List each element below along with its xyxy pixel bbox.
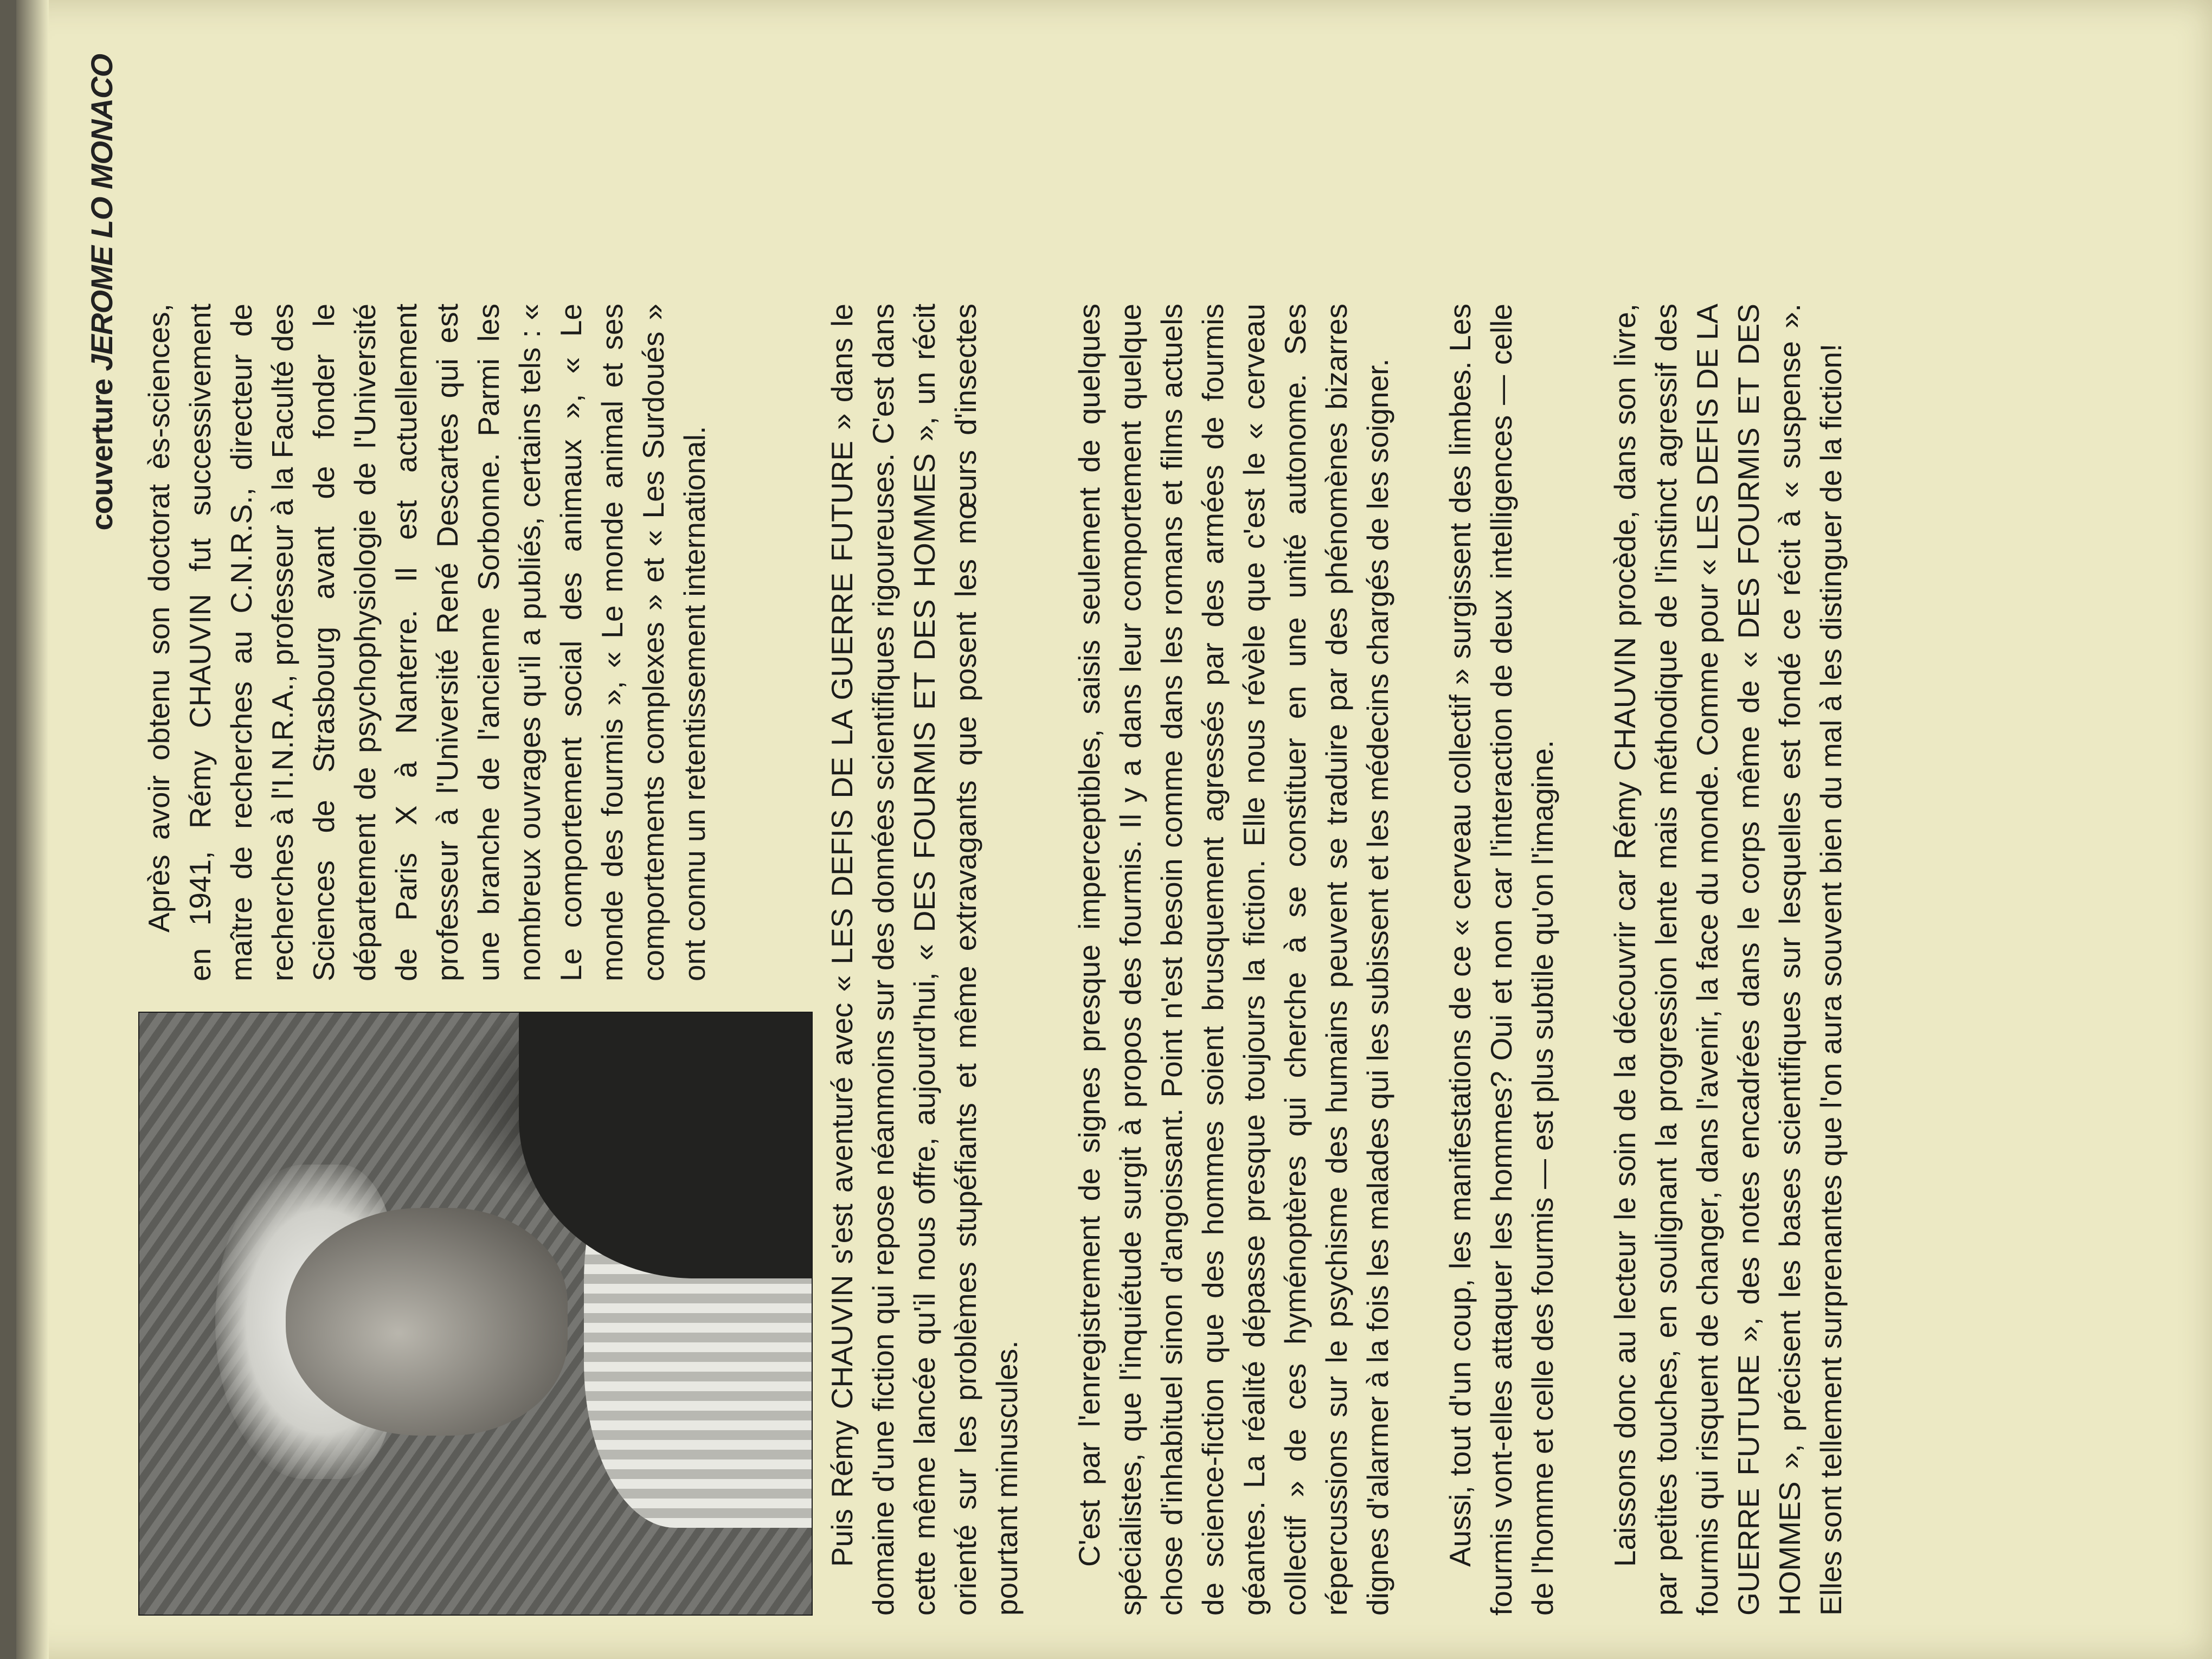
author-portrait-photo	[138, 1012, 813, 1616]
credit-prefix: couverture	[85, 379, 119, 531]
credit-artist: JEROME LO MONACO	[85, 54, 119, 371]
body-paragraph-1: Puis Rémy CHAUVIN s'est aventuré avec « LES DEFIS DE LA GUERRE FUTURE » dans le domaine d'une fiction qui repose néanmoins sur des données scientifiques rigoureuses. C'est dans cette même lancée qu'il nous offre, aujourd'hui, « DES FOURMIS ET DES HOMMES », un récit orienté sur les problèmes stupéfiants et même extravagants que posent les mœurs d'insectes pourtant minuscules.	[825, 304, 1024, 1616]
body-paragraph-2: C'est par l'enregistrement de signes presque imperceptibles, saisis seulement de quelques spécialistes, que l'inquiétude surgit à propos des fourmis. Il y a dans leur comportement quelque chose d'inhabituel sinon d'angoissant. Point n'est besoin comme dans les romans et films actuels de science-fiction que des hommes soient brusquement agressés par des armées de fourmis géantes. La réalité dépasse presque toujours la fiction. Elle nous révèle que c'est le « cerveau collectif » de ces hyménoptères qui cherche à se constituer en une unité autonome. Ses répercussions sur le psychisme des humains peuvent se traduire par des phénomènes bizarres dignes d'alarmer à la fois les malades qui les subissent et les médecins chargés de les soigner.	[1072, 304, 1394, 1616]
body-text	[821, 304, 1893, 1616]
cover-credit	[84, 54, 119, 530]
intro-column	[138, 304, 756, 981]
body-paragraph-3: Aussi, tout d'un coup, les manifestations de ce « cerveau collectif » surgissent des limbes. Les fourmis vont-elles attaquer les hommes? Oui et non car l'interaction de deux intelligences — celle de l'homme et celle des fourmis — est plus subtile qu'on l'imagine.	[1443, 304, 1559, 1616]
intro-paragraph: Après avoir obtenu son doctorat ès-sciences, en 1941, Rémy CHAUVIN fut successivement maître de recherches au C.N.R.S., directeur de recherches à l'I.N.R.A., professeur à la Faculté des Sciences de Strasbourg avant de fonder le département de psychophysiologie de l'Université de Paris X à Nanterre. Il est actuellement professeur à l'Université René Descartes qui est une branche de l'ancienne Sorbonne. Parmi les nombreux ouvrages qu'il a publiés, certains tels : « Le comportement social des animaux », « Le monde des fourmis », « Le monde animal et ses comportements complexes » et « Les Surdoués » ont connu un retentissement international.	[142, 304, 711, 981]
body-paragraph-4: Laissons donc au lecteur le soin de la découvrir car Rémy CHAUVIN procède, dans son livre, par petites touches, en soulignant la progression lente mais méthodique de l'instinct agressif des fourmis qui risquent de changer, dans l'avenir, la face du monde. Comme pour « LES DEFIS DE LA GUERRE FUTURE », des notes encadrées dans le corps même de « DES FOURMIS ET DES HOMMES », précisent les bases scientifiques sur lesquelles est fondé ce récit à « suspense ». Elles sont tellement surprenantes que l'on aura souvent bien du mal à les distinguer de la fiction!	[1608, 304, 1848, 1616]
page-gutter-shadow	[16, 0, 49, 1659]
page-content	[62, 33, 2160, 1632]
book-page	[16, 0, 2212, 1659]
